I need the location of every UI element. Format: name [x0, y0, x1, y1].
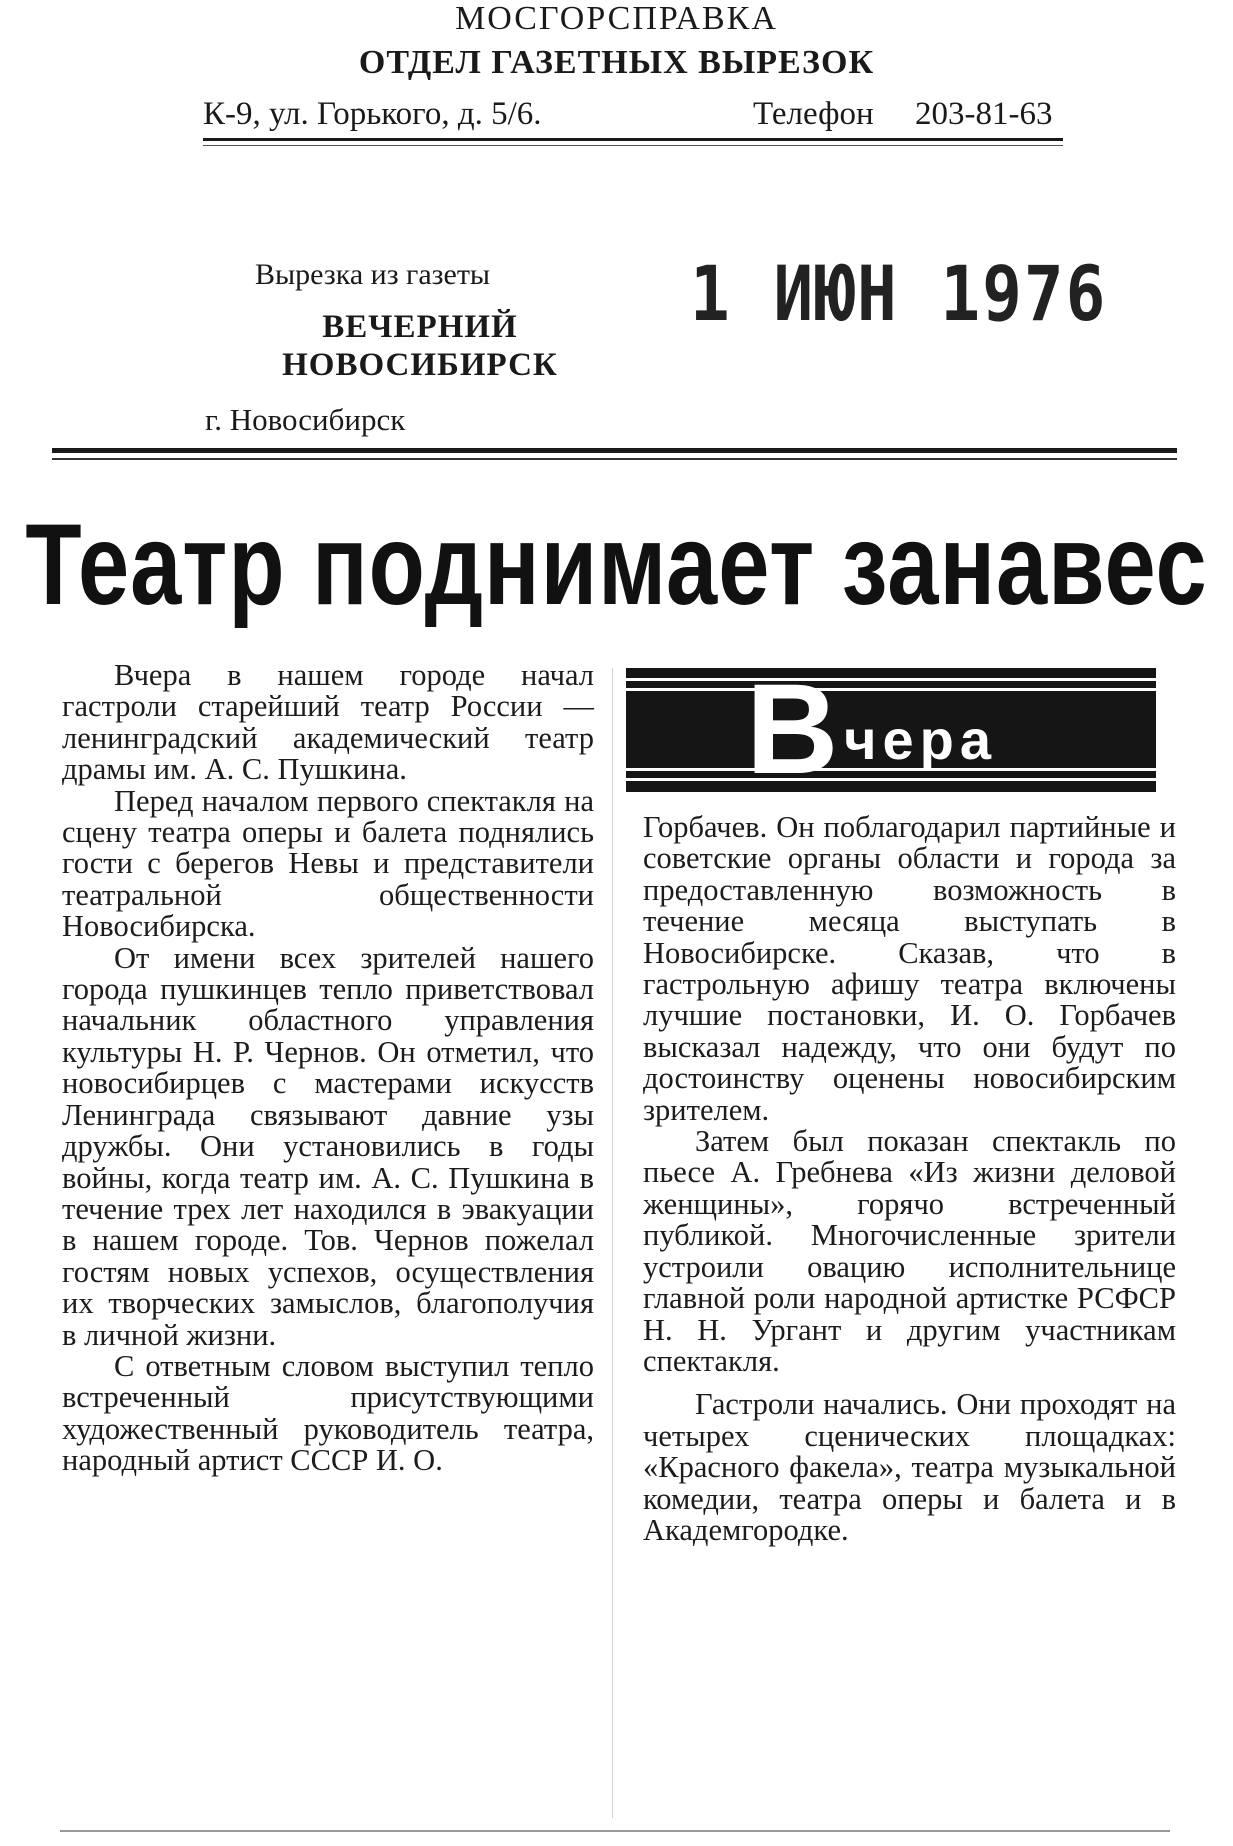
- column-divider: [612, 668, 613, 1818]
- newspaper-name-line2: НОВОСИБИРСК: [282, 347, 558, 383]
- rubric-stripe: [626, 688, 1156, 691]
- newspaper-name: [250, 308, 590, 384]
- phone-number: 203-81-63: [915, 96, 1053, 132]
- department-name: ОТДЕЛ ГАЗЕТНЫХ ВЫРЕЗОК: [358, 44, 875, 81]
- bottom-rule: [60, 1830, 1170, 1832]
- left-column: [62, 660, 594, 1477]
- rubric-initial: В: [746, 668, 839, 792]
- address-text: К-9, ул. Горького, д. 5/6.: [203, 96, 542, 132]
- city-label: г. Новосибирск: [205, 402, 406, 437]
- newspaper-name-line1: ВЕЧЕРНИЙ: [322, 309, 518, 345]
- paragraph: Затем был показан спектакль по пьесе А. Гребнева «Из жизни деловой женщины», горячо встреченный публикой. Многочисленные зрители устроили овацию исполнительнице главной роли народной артистке РСФСР Н. Н. Ургант и другим участникам спектакля.: [643, 1124, 1176, 1378]
- header-divider-thin: [52, 458, 1177, 460]
- rubric-banner: [626, 668, 1156, 792]
- rubric-word: чера: [844, 708, 998, 771]
- paragraph: С ответным словом выступил тепло встреченный присутствующими художественный руководитель театра, народный артист СССР И. О.: [62, 1348, 594, 1478]
- header-divider: [52, 448, 1177, 453]
- article-headline: Театр поднимает занавес: [25, 501, 1208, 629]
- paragraph: От имени всех зрителей нашего города пушкинцев тепло приветствовал начальник областного управления культуры Н. Р. Чернов. Он отметил, что новосибирцев с мастерами искусств Ленинграда связывают давние узы дружбы. Они установились в годы войны, когда театр им. А. С. Пушкина в течение трех лет находился в эвакуации в нашем городе. Тов. Чернов пожелал гостям новых успехов, осуществления их творческих замыслов, благополучия в личной жизни.: [62, 940, 594, 1352]
- address-underline: [203, 145, 1063, 146]
- paragraph: Перед началом первого спектакля на сцену театра оперы и балета поднялись гости с берегов Невы и представители театральной общественности Новосибирска.: [62, 783, 594, 944]
- phone-label: Телефон: [753, 96, 874, 132]
- agency-name: МОСГОРСПРАВКА: [455, 0, 778, 37]
- address-line: [203, 96, 1063, 141]
- date-stamp: 1 ИЮН 1976: [690, 250, 1108, 339]
- paragraph: Вчера в нашем городе начал гастроли старейший театр России — ленинградский академический театр драмы им. А. С. Пушкина.: [62, 658, 594, 787]
- paragraph: Гастроли начались. Они проходят на четырех сценических площадках: «Красного факела», театра музыкальной комедии, театра оперы и балета и в Академгородке.: [643, 1387, 1176, 1547]
- rubric-stripe: [626, 678, 1156, 681]
- source-label: Вырезка из газеты: [255, 258, 491, 291]
- right-column: [643, 812, 1176, 1546]
- paragraph: Горбачев. Он поблагодарил партийные и советские органы области и города за предоставленную возможность в течение месяца выступать в Новосибирске. Сказав, что в гастрольную афишу театра включены лучшие постановки, И. О. Горбачев высказал надежду, что они будут по достоинству оценены новосибирским зрителем.: [643, 810, 1176, 1127]
- rubric-stripe: [626, 778, 1156, 781]
